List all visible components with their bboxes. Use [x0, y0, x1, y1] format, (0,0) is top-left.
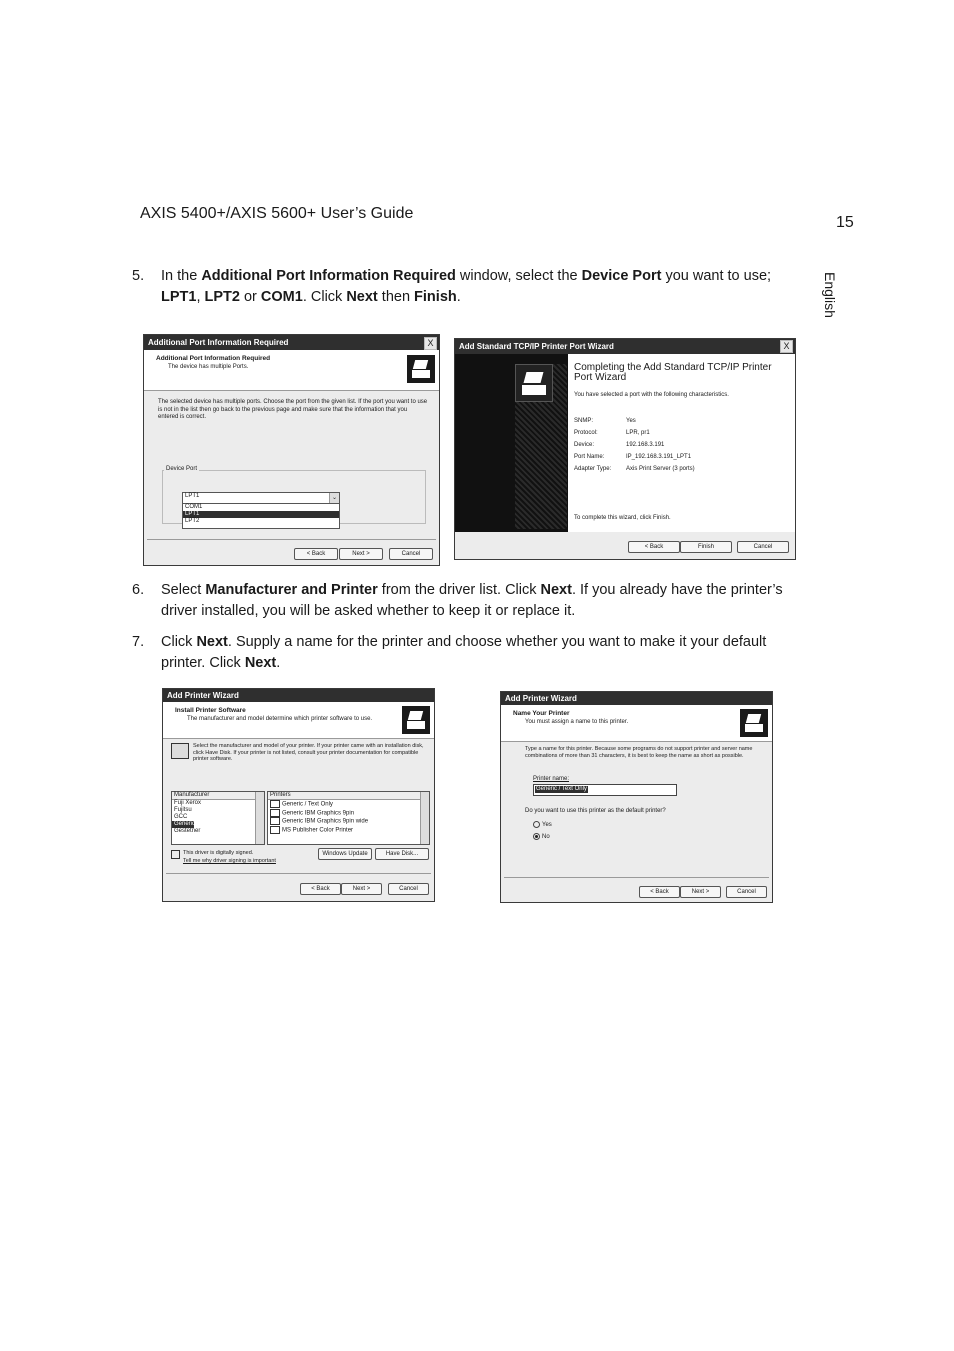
wizard-heading: Install Printer Software — [175, 707, 246, 714]
yes-radio[interactable]: Yes — [533, 821, 552, 830]
signed-driver-icon — [171, 850, 180, 859]
printer-item[interactable]: Generic IBM Graphics 9pin — [268, 809, 429, 818]
wizard-header — [144, 350, 439, 391]
step-text: In the Additional Port Information Required window, select the Device Port you want to use; LPT1, LPT2 or COM1. Click Next then Finish. — [161, 268, 772, 305]
default-printer-question: Do you want to use this printer as the default printer? — [525, 808, 666, 814]
wizard-heading: Additional Port Information Required — [156, 355, 271, 362]
window-title: Add Standard TCP/IP Printer Port Wizard — [455, 339, 795, 354]
port-dropdown-list[interactable] — [182, 503, 340, 529]
next-button[interactable]: Next > — [680, 886, 721, 898]
wizard-subheading: The manufacturer and model determine which printer software to use. — [187, 716, 373, 722]
step-number: 6. — [132, 582, 145, 598]
footer-divider — [504, 877, 769, 878]
column-header: Printers — [268, 792, 429, 800]
port-option[interactable]: COM1 — [185, 504, 203, 510]
back-button[interactable]: < Back — [628, 541, 680, 553]
manufacturer-item[interactable]: GCC — [174, 814, 188, 820]
wizard-heading: Completing the Add Standard TCP/IP Printer Port Wizard — [574, 362, 772, 383]
row-value: Axis Print Server (3 ports) — [626, 466, 695, 472]
cancel-button[interactable]: Cancel — [737, 541, 789, 553]
manufacturer-item[interactable]: Gestetner — [174, 828, 201, 834]
wizard-header — [163, 702, 434, 739]
row-value: LPR, pr1 — [626, 430, 650, 436]
port-option[interactable]: LPT1 — [183, 511, 339, 518]
wizard-description: The selected device has multiple ports. Choose the port from the given list. If the port you want to use is not in the list then go back to the previous page and make sure that the information that you entered is correct. — [158, 399, 428, 420]
row-label: Protocol: — [574, 430, 598, 436]
row-label: Device: — [574, 442, 595, 448]
cancel-button[interactable]: Cancel — [726, 886, 767, 898]
manufacturer-item[interactable]: Fujitsu — [174, 807, 192, 813]
driver-signed-text: This driver is digitally signed. — [183, 850, 254, 856]
window-title: Additional Port Information Required — [144, 335, 439, 350]
wizard-subheading: You must assign a name to this printer. — [525, 719, 629, 725]
footer-divider — [147, 539, 436, 540]
scrollbar[interactable] — [255, 792, 264, 844]
printer-icon — [515, 364, 553, 402]
step-number: 7. — [132, 634, 145, 650]
printer-icon — [270, 817, 280, 825]
step-7 — [132, 632, 804, 674]
install-printer-software-window — [162, 688, 435, 902]
next-button[interactable]: Next > — [339, 548, 383, 560]
finish-button[interactable]: Finish — [680, 541, 732, 553]
no-radio[interactable]: No — [533, 833, 550, 842]
printer-software-icon — [171, 743, 189, 759]
wizard-side-panel — [455, 354, 568, 532]
printer-item[interactable]: Generic IBM Graphics 9pin wide — [268, 817, 429, 826]
row-label: Adapter Type: — [574, 466, 612, 472]
manufacturer-list[interactable] — [171, 791, 265, 845]
printer-icon — [270, 800, 280, 808]
chevron-down-icon[interactable]: ⌄ — [329, 493, 339, 503]
next-button[interactable]: Next > — [341, 883, 382, 895]
row-label: SNMP: — [574, 418, 594, 424]
wizard-footer-text: To complete this wizard, click Finish. — [574, 515, 671, 521]
manufacturer-item[interactable]: Generic — [174, 821, 196, 827]
footer-divider — [166, 873, 431, 874]
additional-port-window — [143, 334, 440, 566]
back-button[interactable]: < Back — [639, 886, 680, 898]
windows-update-button[interactable]: Windows Update — [318, 848, 372, 860]
cancel-button[interactable]: Cancel — [389, 548, 433, 560]
manufacturer-item[interactable]: Fuji Xerox — [174, 800, 202, 806]
row-value: Yes — [626, 418, 636, 424]
row-value: IP_192.168.3.191_LPT1 — [626, 454, 692, 460]
scrollbar[interactable] — [420, 792, 429, 844]
window-title: Add Printer Wizard — [501, 692, 772, 705]
language-side-label: English — [822, 272, 838, 318]
wizard-description: Select the manufacturer and model of your printer. If your printer came with an installation disk, click Have Disk. If your printer is not listed, consult your printer documentation for compatible printer software. — [193, 743, 424, 762]
port-option[interactable]: LPT2 — [185, 518, 200, 524]
radio-selected-icon[interactable] — [533, 833, 540, 840]
wizard-intro: You have selected a port with the following characteristics. — [574, 392, 729, 398]
window-title: Add Printer Wizard — [163, 689, 434, 702]
step-text: Click Next. Supply a name for the printer and choose whether you want to make it your default printer. Click Next. — [161, 634, 767, 671]
column-header: Manufacturer — [172, 792, 264, 800]
wizard-subheading: The device has multiple Ports. — [168, 364, 249, 370]
wizard-header — [501, 705, 772, 742]
printer-icon — [740, 709, 768, 737]
name-your-printer-window — [500, 691, 773, 903]
row-label: Port Name: — [574, 454, 605, 460]
step-text: Select Manufacturer and Printer from the driver list. Click Next. If you already have the printer’s driver installed, you will be asked whether to keep it or replace it. — [161, 582, 783, 619]
close-button[interactable]: X — [780, 340, 793, 353]
row-value: 192.168.3.191 — [626, 442, 665, 448]
printer-icon — [402, 706, 430, 734]
wizard-heading: Name Your Printer — [513, 710, 570, 717]
radio-icon[interactable] — [533, 821, 540, 828]
step-number: 5. — [132, 268, 145, 284]
cancel-button[interactable]: Cancel — [388, 883, 429, 895]
device-port-label: Device Port — [166, 466, 198, 472]
page-number: 15 — [836, 214, 854, 231]
printer-icon — [270, 809, 280, 817]
printer-icon — [407, 355, 435, 383]
step-5 — [132, 266, 804, 308]
printer-name-value: Generic / Text Only — [536, 786, 587, 792]
printer-name-input[interactable] — [533, 784, 677, 796]
tcpip-port-wizard-window — [454, 338, 796, 560]
back-button[interactable]: < Back — [294, 548, 338, 560]
driver-signing-link[interactable]: Tell me why driver signing is important — [183, 858, 276, 864]
printer-item[interactable]: Generic / Text Only — [268, 800, 429, 809]
printer-item[interactable]: MS Publisher Color Printer — [268, 826, 429, 835]
wizard-content — [568, 354, 795, 532]
wizard-description: Type a name for this printer. Because some programs do not support printer and server name combinations of more than 31 characters, it is best to keep the name as short as possible. — [525, 746, 753, 759]
step-6 — [132, 580, 804, 622]
printer-icon — [270, 826, 280, 834]
printer-name-label: Printer name: — [533, 776, 570, 782]
printers-list[interactable] — [267, 791, 430, 845]
back-button[interactable]: < Back — [300, 883, 341, 895]
selected-port: LPT1 — [185, 493, 200, 499]
have-disk-button[interactable]: Have Disk... — [375, 848, 429, 860]
document-title: AXIS 5400+/AXIS 5600+ User’s Guide — [140, 205, 414, 222]
close-button[interactable]: X — [424, 337, 437, 350]
